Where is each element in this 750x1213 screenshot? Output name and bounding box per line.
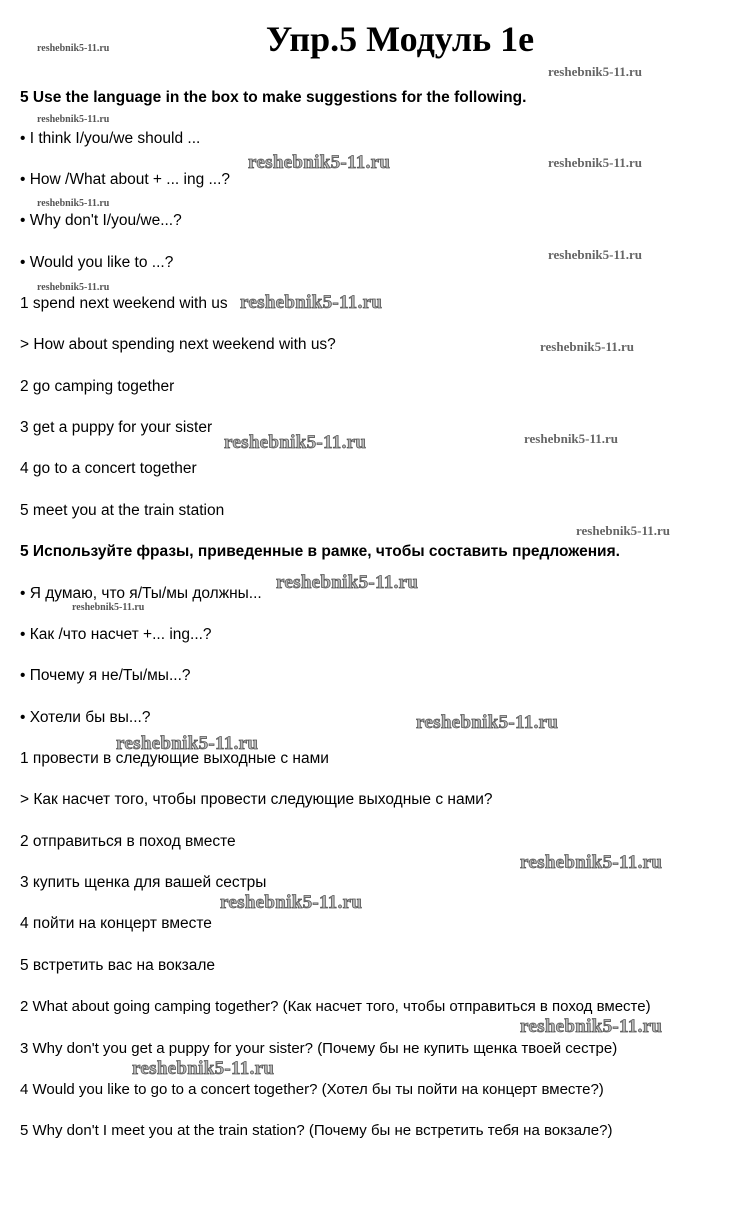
watermark: reshebnik5-11.ru	[224, 432, 367, 453]
watermark: reshebnik5-11.ru	[116, 733, 259, 754]
task-heading-en: 5 Use the language in the box to make suggestions for the following.	[20, 89, 527, 106]
phrase-line: • How /What about + ... ing ...?	[20, 171, 231, 188]
watermark: reshebnik5-11.ru	[37, 198, 110, 209]
watermark: reshebnik5-11.ru	[276, 572, 419, 593]
answer-line: 3 Why don't you get a puppy for your sister? (Почему бы не купить щенка твоей сестре)	[20, 1040, 618, 1057]
watermark: reshebnik5-11.ru	[520, 852, 663, 873]
answer-line: 5 Why don't I meet you at the train station? (Почему бы не встретить тебя на вокзале?)	[20, 1122, 613, 1139]
watermark: reshebnik5-11.ru	[72, 602, 145, 613]
watermark: reshebnik5-11.ru	[220, 892, 363, 913]
task-item: 5 встретить вас на вокзале	[20, 957, 216, 974]
task-item: 3 get a puppy for your sister	[20, 419, 213, 436]
page-title: Упр.5 Модуль 1е	[265, 19, 535, 59]
task-item: 4 go to a concert together	[20, 460, 197, 477]
watermark: reshebnik5-11.ru	[548, 155, 643, 170]
task-item: 1 spend next weekend with us	[20, 295, 228, 312]
watermark: reshebnik5-11.ru	[548, 64, 643, 79]
example-answer: > Как насчет того, чтобы провести следующие выходные с нами?	[20, 791, 493, 808]
answer-line: 4 Would you like to go to a concert together? (Хотел бы ты пойти на концерт вместе?)	[20, 1081, 604, 1098]
watermark: reshebnik5-11.ru	[524, 431, 619, 446]
task-item: 3 купить щенка для вашей сестры	[20, 874, 267, 891]
watermark: reshebnik5-11.ru	[416, 712, 559, 733]
watermark: reshebnik5-11.ru	[240, 292, 383, 313]
answer-line: 2 What about going camping together? (Как насчет того, чтобы отправиться в поход вместе)	[20, 998, 651, 1015]
watermark: reshebnik5-11.ru	[132, 1058, 275, 1079]
watermark: reshebnik5-11.ru	[37, 282, 110, 293]
task-item: 2 go camping together	[20, 378, 175, 395]
task-item: 4 пойти на концерт вместе	[20, 915, 212, 932]
task-item: 1 провести в следующие выходные с нами	[20, 750, 329, 767]
task-heading-ru: 5 Используйте фразы, приведенные в рамке, чтобы составить предложения.	[20, 543, 620, 560]
watermark: reshebnik5-11.ru	[540, 339, 635, 354]
phrase-line: • Why don't I/you/we...?	[20, 212, 182, 229]
watermark: reshebnik5-11.ru	[37, 43, 110, 54]
phrase-line: • I think I/you/we should ...	[20, 130, 201, 147]
example-answer: > How about spending next weekend with us?	[20, 336, 336, 353]
phrase-line: • Почему я не/Ты/мы...?	[20, 667, 191, 684]
phrase-line: • Как /что насчет +... ing...?	[20, 626, 212, 643]
task-item: 2 отправиться в поход вместе	[20, 833, 236, 850]
phrase-line: • Хотели бы вы...?	[20, 709, 151, 726]
phrase-line: • Would you like to ...?	[20, 254, 174, 271]
watermark: reshebnik5-11.ru	[520, 1016, 663, 1037]
task-item: 5 meet you at the train station	[20, 502, 225, 519]
watermark: reshebnik5-11.ru	[548, 247, 643, 262]
phrase-line: • Я думаю, что я/Ты/мы должны...	[20, 585, 262, 602]
watermark: reshebnik5-11.ru	[37, 114, 110, 125]
watermark: reshebnik5-11.ru	[576, 523, 671, 538]
watermark: reshebnik5-11.ru	[248, 152, 391, 173]
